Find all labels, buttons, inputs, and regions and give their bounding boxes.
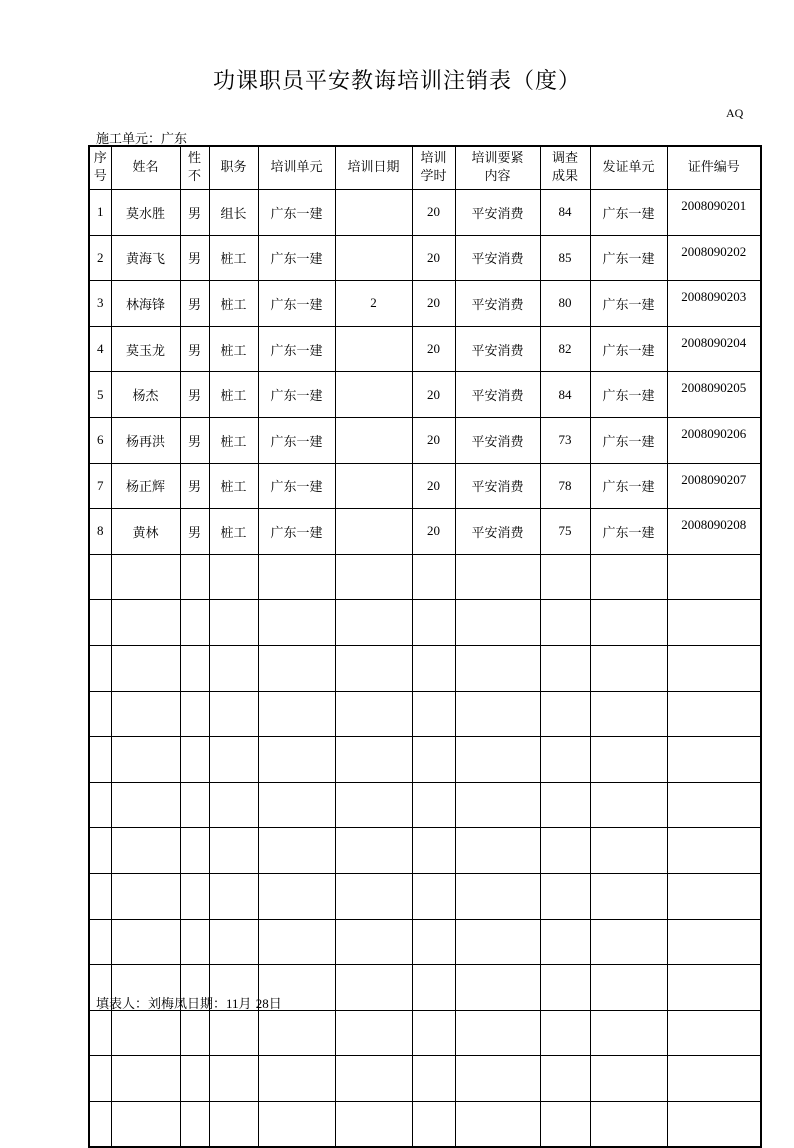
footer-month: 11: [226, 996, 239, 1011]
cell-job: 桩工: [209, 235, 258, 281]
cell-hours: [412, 1056, 455, 1102]
cell-seq: [89, 691, 111, 737]
cell-content: [455, 1101, 540, 1147]
cell-name: 林海锋: [111, 281, 180, 327]
cell-issuer: [590, 737, 667, 783]
table-row: [89, 417, 761, 463]
cell-name: [111, 554, 180, 600]
cell-train-unit: 广东一建: [258, 372, 335, 418]
cell-hours: 20: [412, 463, 455, 509]
cell-gender: [180, 1010, 209, 1056]
cell-hours: [412, 691, 455, 737]
footer-day: 28: [255, 996, 269, 1011]
cell-gender: [180, 600, 209, 646]
cell-job: 桩工: [209, 372, 258, 418]
table-row-empty: [89, 828, 761, 874]
cell-train-unit: [258, 1056, 335, 1102]
cell-cert: [667, 919, 761, 965]
cell-seq: 8: [89, 509, 111, 555]
header-train-unit: 培训单元: [258, 146, 335, 190]
cell-result: [540, 645, 590, 691]
cell-name: [111, 919, 180, 965]
cell-gender: 男: [180, 372, 209, 418]
cell-result: [540, 1010, 590, 1056]
cell-hours: 20: [412, 235, 455, 281]
cell-issuer: [590, 1056, 667, 1102]
cell-result: [540, 919, 590, 965]
cell-job: [209, 645, 258, 691]
cell-train-date: 2: [335, 281, 412, 327]
cell-seq: [89, 554, 111, 600]
cell-gender: [180, 554, 209, 600]
cell-content: 平安消费: [455, 372, 540, 418]
cell-train-date: [335, 873, 412, 919]
cell-seq: [89, 782, 111, 828]
table-row-empty: [89, 691, 761, 737]
table-row: [89, 463, 761, 509]
cell-cert: [667, 600, 761, 646]
cell-hours: [412, 1101, 455, 1147]
cell-issuer: 广东一建: [590, 281, 667, 327]
cell-cert: [667, 965, 761, 1011]
cell-gender: 男: [180, 190, 209, 236]
cell-train-unit: 广东一建: [258, 417, 335, 463]
cell-seq: [89, 1101, 111, 1147]
cell-content: 平安消费: [455, 509, 540, 555]
header-seq: 序 号: [89, 146, 111, 190]
cell-result: [540, 554, 590, 600]
cell-cert: [667, 554, 761, 600]
cell-content: [455, 919, 540, 965]
cell-name: [111, 873, 180, 919]
cell-seq: [89, 828, 111, 874]
cell-seq: [89, 645, 111, 691]
table-row-empty: [89, 919, 761, 965]
cell-content: [455, 873, 540, 919]
cell-cert: 2008090207: [667, 463, 761, 509]
cell-content: [455, 737, 540, 783]
cell-issuer: [590, 645, 667, 691]
cell-job: [209, 554, 258, 600]
cell-issuer: [590, 600, 667, 646]
cell-name: [111, 1101, 180, 1147]
cell-hours: [412, 828, 455, 874]
cell-hours: [412, 873, 455, 919]
cell-train-unit: [258, 1010, 335, 1056]
cell-job: 桩工: [209, 463, 258, 509]
cell-name: [111, 1010, 180, 1056]
table-row-empty: [89, 1056, 761, 1102]
table-row-empty: [89, 737, 761, 783]
cell-train-date: [335, 463, 412, 509]
cell-seq: [89, 1056, 111, 1102]
cell-content: [455, 554, 540, 600]
cell-cert: [667, 873, 761, 919]
cell-train-date: [335, 828, 412, 874]
filler-label: 填表人：刘梅凤日期：: [96, 997, 227, 1012]
cell-issuer: [590, 965, 667, 1011]
cell-gender: [180, 782, 209, 828]
cell-train-unit: [258, 828, 335, 874]
cell-issuer: 广东一建: [590, 326, 667, 372]
cell-content: [455, 645, 540, 691]
cell-hours: [412, 554, 455, 600]
cell-result: 80: [540, 281, 590, 327]
cell-result: 78: [540, 463, 590, 509]
cell-cert: [667, 691, 761, 737]
cell-train-date: [335, 190, 412, 236]
cell-cert: [667, 645, 761, 691]
cell-job: [209, 828, 258, 874]
form-code: AQ: [726, 106, 744, 120]
cell-hours: 20: [412, 190, 455, 236]
cell-train-date: [335, 417, 412, 463]
cell-train-date: [335, 1010, 412, 1056]
cell-result: [540, 782, 590, 828]
cell-train-date: [335, 1056, 412, 1102]
cell-seq: [89, 737, 111, 783]
cell-cert: 2008090203: [667, 281, 761, 327]
header-row: [89, 146, 761, 190]
cell-result: [540, 1101, 590, 1147]
cell-result: 82: [540, 326, 590, 372]
cell-issuer: 广东一建: [590, 235, 667, 281]
cell-hours: [412, 919, 455, 965]
cell-name: 黄林: [111, 509, 180, 555]
table-row-empty: [89, 873, 761, 919]
cell-job: [209, 1101, 258, 1147]
cell-content: 平安消费: [455, 463, 540, 509]
cell-hours: [412, 737, 455, 783]
cell-train-date: [335, 1101, 412, 1147]
cell-seq: 1: [89, 190, 111, 236]
cell-train-date: [335, 600, 412, 646]
cell-name: [111, 737, 180, 783]
cell-gender: 男: [180, 326, 209, 372]
cell-result: [540, 691, 590, 737]
table-row-empty: [89, 782, 761, 828]
cell-content: [455, 1056, 540, 1102]
footer-month-unit: 月: [238, 997, 252, 1012]
cell-gender: [180, 691, 209, 737]
cell-issuer: [590, 554, 667, 600]
cell-train-unit: 广东一建: [258, 463, 335, 509]
cell-job: [209, 919, 258, 965]
cell-train-date: [335, 235, 412, 281]
cell-job: [209, 600, 258, 646]
cell-hours: [412, 782, 455, 828]
cell-hours: 20: [412, 326, 455, 372]
cell-train-unit: [258, 737, 335, 783]
cell-name: [111, 782, 180, 828]
cell-cert: 2008090205: [667, 372, 761, 418]
cell-hours: [412, 965, 455, 1011]
cell-gender: [180, 828, 209, 874]
cell-content: 平安消费: [455, 235, 540, 281]
cell-name: [111, 828, 180, 874]
cell-gender: [180, 1056, 209, 1102]
cell-seq: [89, 873, 111, 919]
cell-name: 杨杰: [111, 372, 180, 418]
cell-content: [455, 782, 540, 828]
cell-result: [540, 737, 590, 783]
form-title: 功课职员平安教诲培训注销表（度）: [212, 69, 581, 94]
cell-issuer: [590, 828, 667, 874]
cell-job: 桩工: [209, 326, 258, 372]
cell-issuer: 广东一建: [590, 190, 667, 236]
cell-result: [540, 1056, 590, 1102]
cell-gender: 男: [180, 463, 209, 509]
cell-train-unit: [258, 873, 335, 919]
cell-issuer: 广东一建: [590, 372, 667, 418]
cell-job: [209, 737, 258, 783]
cell-result: 85: [540, 235, 590, 281]
cell-cert: 2008090208: [667, 509, 761, 555]
header-train-date: 培训日期: [335, 146, 412, 190]
cell-result: [540, 965, 590, 1011]
cell-issuer: [590, 1010, 667, 1056]
cell-seq: [89, 1010, 111, 1056]
cell-train-unit: [258, 1101, 335, 1147]
table-row: [89, 372, 761, 418]
cell-train-date: [335, 782, 412, 828]
table-row: [89, 509, 761, 555]
cell-issuer: [590, 691, 667, 737]
cell-job: [209, 1010, 258, 1056]
cell-job: [209, 873, 258, 919]
cell-name: 莫水胜: [111, 190, 180, 236]
cell-train-unit: 广东一建: [258, 190, 335, 236]
cell-hours: 20: [412, 372, 455, 418]
cell-hours: 20: [412, 281, 455, 327]
cell-job: 桩工: [209, 281, 258, 327]
cell-seq: 7: [89, 463, 111, 509]
cell-hours: [412, 1010, 455, 1056]
cell-job: [209, 691, 258, 737]
cell-result: [540, 600, 590, 646]
cell-name: [111, 600, 180, 646]
cell-cert: [667, 1056, 761, 1102]
cell-job: 组长: [209, 190, 258, 236]
cell-content: 平安消费: [455, 281, 540, 327]
cell-issuer: 广东一建: [590, 417, 667, 463]
construction-unit-label: 施工单元：广东: [96, 132, 188, 147]
cell-content: 平安消费: [455, 417, 540, 463]
cell-train-date: [335, 645, 412, 691]
header-result: 调查 成果: [540, 146, 590, 190]
cell-content: [455, 1010, 540, 1056]
header-name: 姓名: [111, 146, 180, 190]
cell-hours: 20: [412, 509, 455, 555]
cell-result: [540, 828, 590, 874]
cell-train-unit: 广东一建: [258, 235, 335, 281]
table-row-empty: [89, 1010, 761, 1056]
header-gender: 性 不: [180, 146, 209, 190]
cell-gender: [180, 1101, 209, 1147]
cell-cert: 2008090204: [667, 326, 761, 372]
cell-hours: [412, 600, 455, 646]
header-content: 培训要紧 内容: [455, 146, 540, 190]
cell-hours: 20: [412, 417, 455, 463]
cell-train-date: [335, 965, 412, 1011]
table-row: [89, 190, 761, 236]
cell-gender: 男: [180, 281, 209, 327]
cell-job: 桩工: [209, 509, 258, 555]
cell-result: 73: [540, 417, 590, 463]
cell-result: [540, 873, 590, 919]
cell-train-date: [335, 554, 412, 600]
header-hours: 培训 学时: [412, 146, 455, 190]
cell-name: [111, 1056, 180, 1102]
header-job: 职务: [209, 146, 258, 190]
cell-cert: [667, 1101, 761, 1147]
cell-cert: [667, 1010, 761, 1056]
cell-gender: [180, 919, 209, 965]
cell-train-unit: 广东一建: [258, 326, 335, 372]
cell-cert: 2008090201: [667, 190, 761, 236]
cell-gender: [180, 737, 209, 783]
cell-train-date: [335, 509, 412, 555]
footer-day-unit: 日: [268, 997, 282, 1012]
cell-train-date: [335, 919, 412, 965]
cell-hours: [412, 645, 455, 691]
cell-seq: 6: [89, 417, 111, 463]
cell-train-unit: [258, 919, 335, 965]
cell-seq: [89, 600, 111, 646]
table-row: [89, 326, 761, 372]
cell-seq: 5: [89, 372, 111, 418]
cell-cert: [667, 737, 761, 783]
cell-seq: 3: [89, 281, 111, 327]
cell-train-date: [335, 372, 412, 418]
cell-train-unit: [258, 554, 335, 600]
cell-name: [111, 645, 180, 691]
cell-seq: [89, 919, 111, 965]
cell-issuer: 广东一建: [590, 509, 667, 555]
cell-train-date: [335, 737, 412, 783]
cell-train-unit: [258, 691, 335, 737]
cell-name: 黄海飞: [111, 235, 180, 281]
cell-content: [455, 600, 540, 646]
cell-gender: [180, 645, 209, 691]
cell-job: 桩工: [209, 417, 258, 463]
cell-content: [455, 828, 540, 874]
cell-content: [455, 965, 540, 1011]
header-cert: 证件编号: [667, 146, 761, 190]
form-footer: [96, 993, 282, 1012]
cell-seq: 4: [89, 326, 111, 372]
cell-cert: 2008090206: [667, 417, 761, 463]
table-row-empty: [89, 554, 761, 600]
table-row-empty: [89, 1101, 761, 1147]
cell-train-unit: [258, 645, 335, 691]
table-row-empty: [89, 645, 761, 691]
cell-gender: 男: [180, 417, 209, 463]
cell-name: [111, 691, 180, 737]
cell-job: [209, 782, 258, 828]
cell-issuer: [590, 919, 667, 965]
cell-job: [209, 1056, 258, 1102]
cell-train-unit: [258, 782, 335, 828]
cell-train-unit: 广东一建: [258, 509, 335, 555]
cell-cert: 2008090202: [667, 235, 761, 281]
cell-result: 84: [540, 190, 590, 236]
cell-cert: [667, 782, 761, 828]
cell-train-unit: [258, 600, 335, 646]
cell-content: [455, 691, 540, 737]
cell-gender: 男: [180, 509, 209, 555]
cell-cert: [667, 828, 761, 874]
cell-name: 杨再洪: [111, 417, 180, 463]
cell-seq: 2: [89, 235, 111, 281]
cell-issuer: [590, 1101, 667, 1147]
cell-name: 莫玉龙: [111, 326, 180, 372]
cell-issuer: [590, 782, 667, 828]
cell-content: 平安消费: [455, 326, 540, 372]
cell-train-unit: 广东一建: [258, 281, 335, 327]
cell-train-date: [335, 691, 412, 737]
cell-train-date: [335, 326, 412, 372]
cell-gender: 男: [180, 235, 209, 281]
cell-content: 平安消费: [455, 190, 540, 236]
header-issuer: 发证单元: [590, 146, 667, 190]
cell-issuer: 广东一建: [590, 463, 667, 509]
cell-issuer: [590, 873, 667, 919]
cell-result: 84: [540, 372, 590, 418]
table-row-empty: [89, 600, 761, 646]
table-row: [89, 235, 761, 281]
cell-gender: [180, 873, 209, 919]
cell-name: 杨正辉: [111, 463, 180, 509]
cell-result: 75: [540, 509, 590, 555]
table-row: [89, 281, 761, 327]
